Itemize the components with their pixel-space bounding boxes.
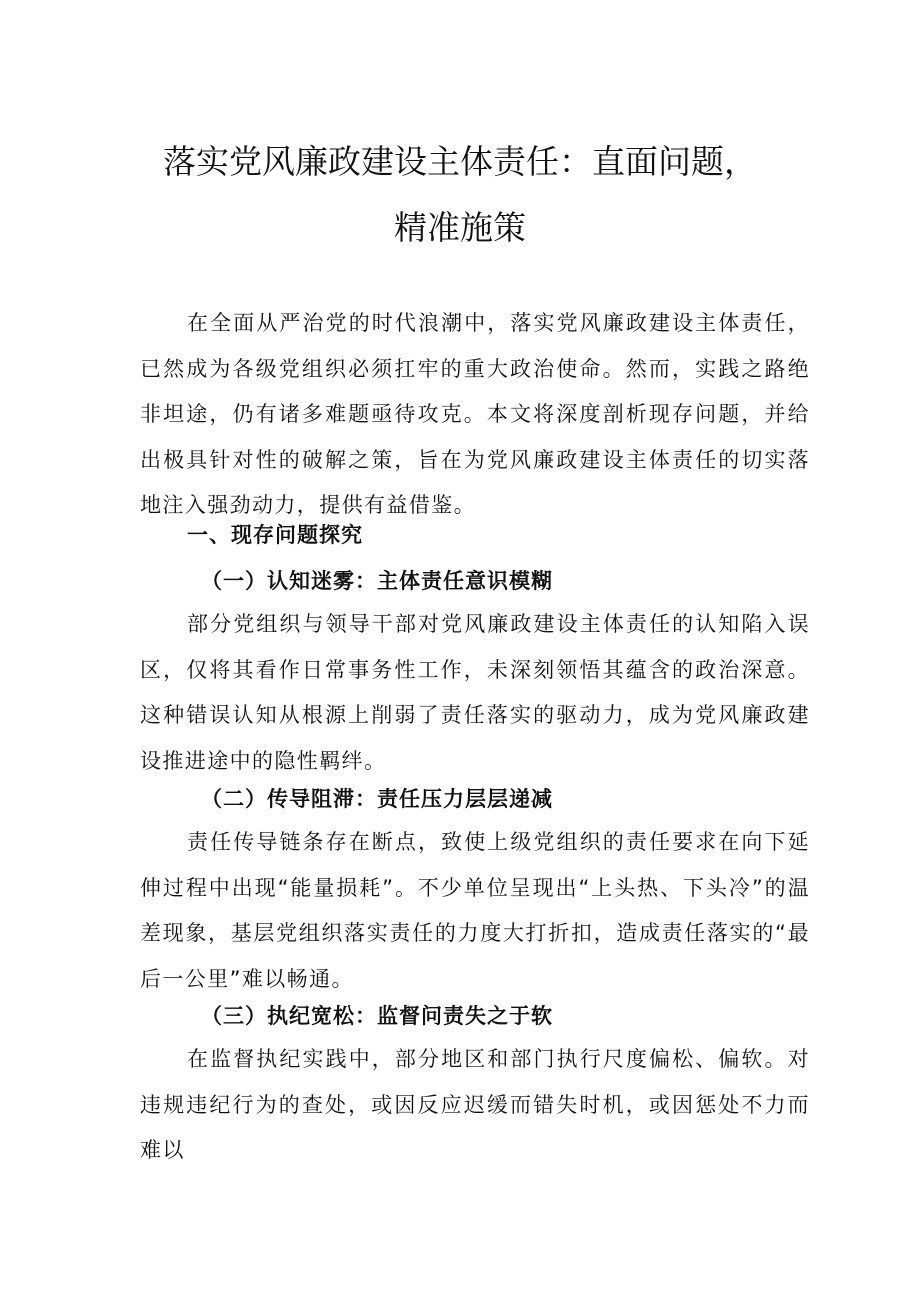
subsection-heading-1: （一）认知迷雾：主体责任意识模糊	[201, 569, 553, 593]
subsection-heading-3: （三）执纪宽松：监督问责失之于软	[201, 1004, 553, 1028]
section-heading-1: 一、现存问题探究	[187, 523, 363, 547]
subsection-heading-2: （二）传导阻滞：责任压力层层递减	[201, 787, 553, 811]
subsection-1-paragraph: 部分党组织与领导干部对党风廉政建设主体责任的认知陷入误区，仅将其看作日常事务性工作，未深刻领悟其蕴含的政治深意。这种错误认知从根源上削弱了责任落实的驱动力，成为党风廉政建设推进途中的隐性羁绊。	[140, 612, 810, 773]
subsection-3-paragraph: 在监督执纪实践中，部分地区和部门执行尺度偏松、偏软。对违规违纪行为的查处，或因反应迟缓而错失时机，或因惩处不力而难以	[140, 1047, 810, 1162]
intro-paragraph: 在全面从严治党的时代浪潮中，落实党风廉政建设主体责任，已然成为各级党组织必须扛牢的重大政治使命。然而，实践之路绝非坦途，仍有诸多难题亟待攻克。本文将深度剖析现存问题，并给出极具针对性的破解之策，旨在为党风廉政建设主体责任的切实落地注入强劲动力，提供有益借鉴。	[140, 311, 810, 517]
subsection-2-paragraph: 责任传导链条存在断点，致使上级党组织的责任要求在向下延伸过程中出现“能量损耗”。不少单位呈现出“上头热、下头冷”的温差现象，基层党组织落实责任的力度大打折扣，造成责任落实的“最后一公里”难以畅通。	[140, 830, 810, 991]
document-title-line-1: 落实党风廉政建设主体责任：直面问题，	[163, 142, 757, 181]
document-title-line-2: 精准施策	[394, 208, 526, 247]
